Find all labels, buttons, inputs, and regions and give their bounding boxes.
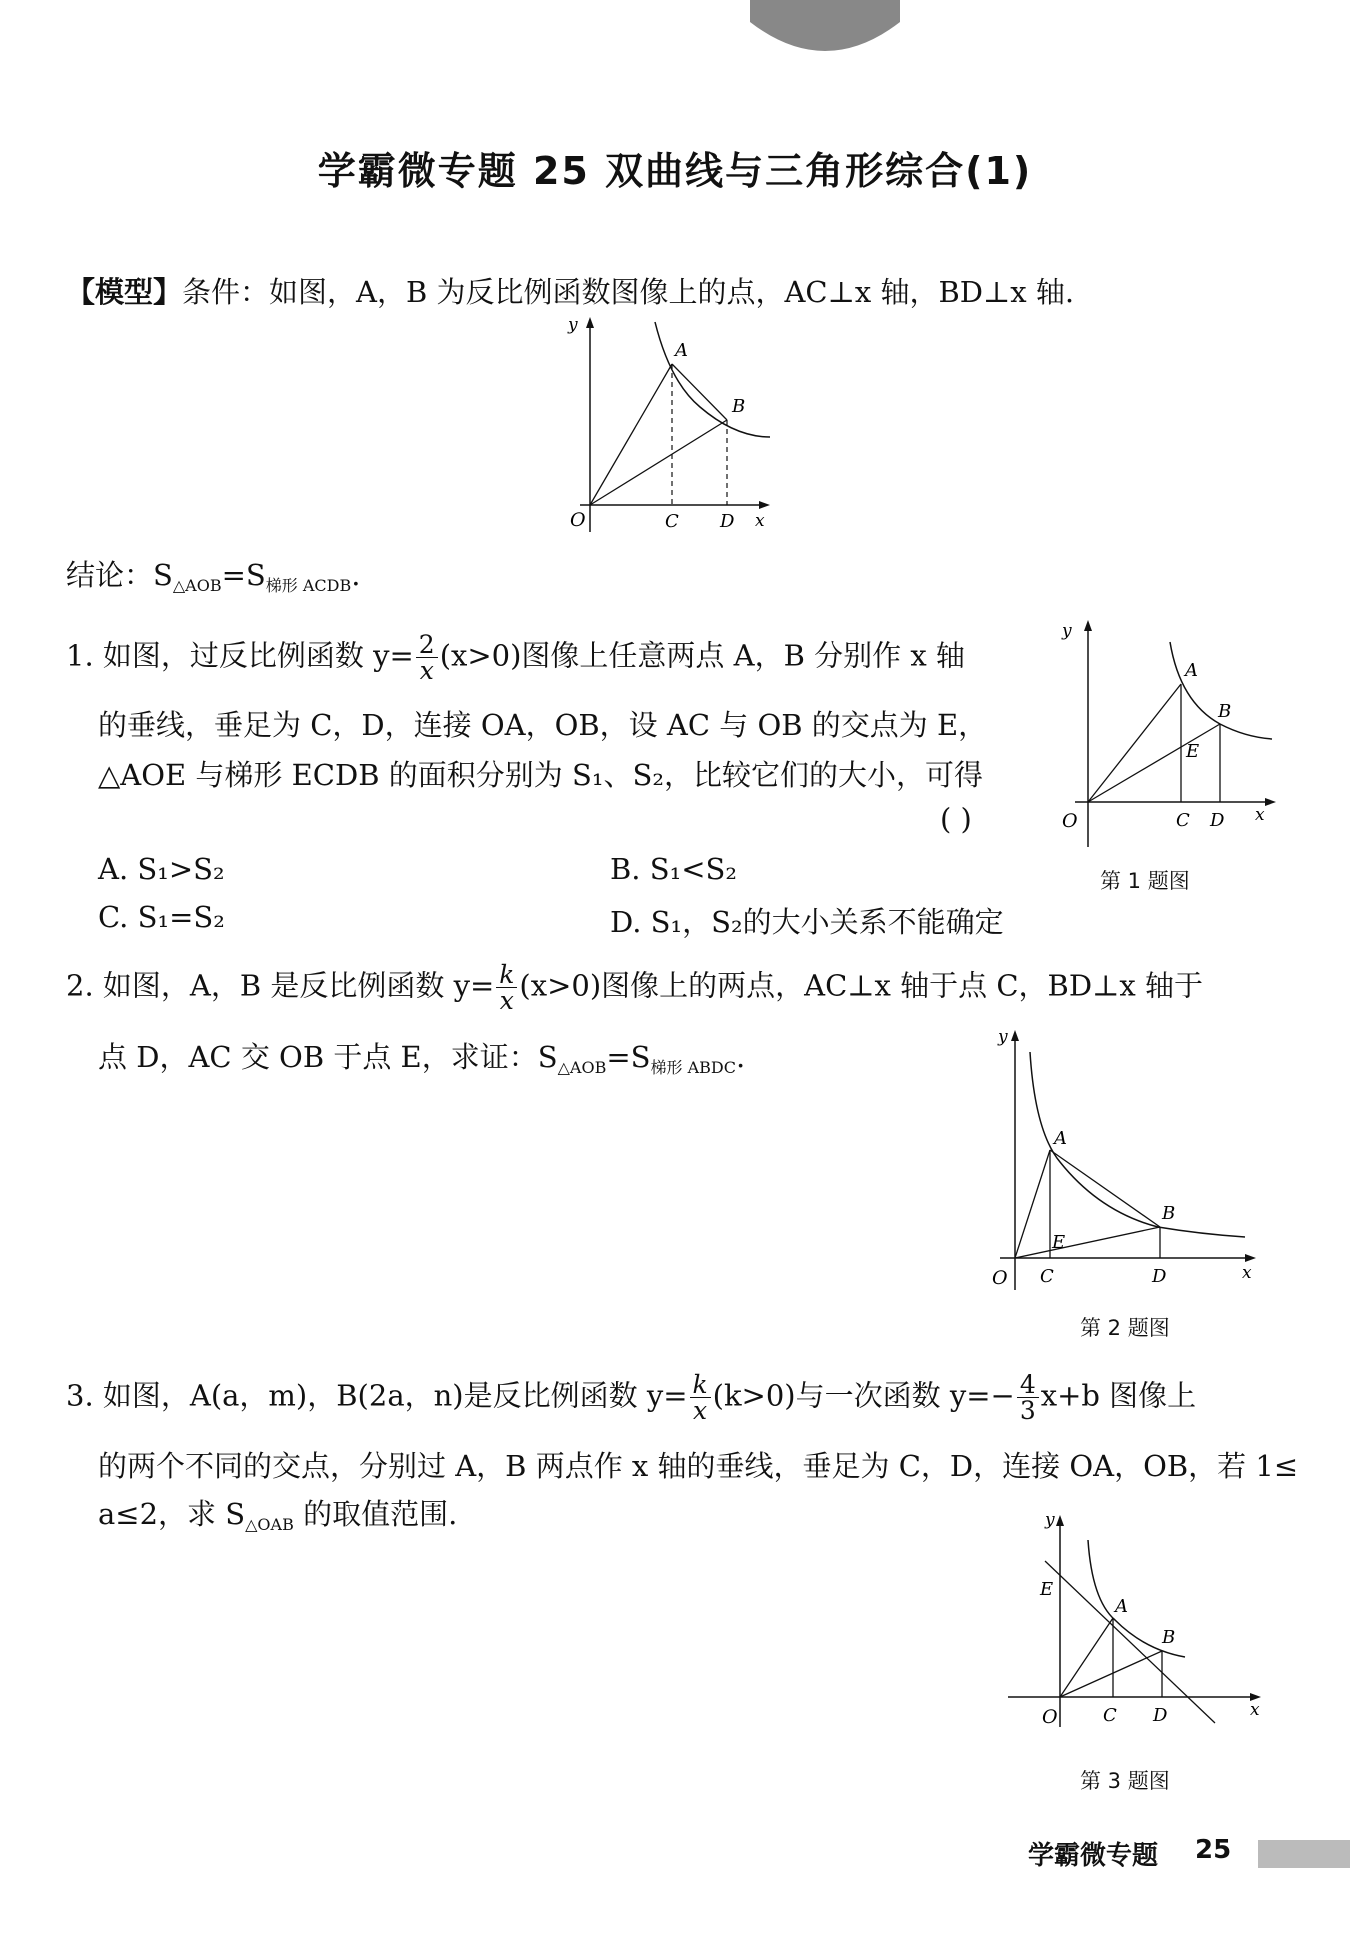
svg-text:x: x xyxy=(1250,1700,1260,1720)
q2-fraction: $\frac{k}{x}$ xyxy=(496,962,517,1013)
page-title: 学霸微专题 25 双曲线与三角形综合(1) xyxy=(317,149,1033,193)
svg-text:E: E xyxy=(1040,1579,1054,1600)
svg-text:A: A xyxy=(1185,660,1198,681)
footer-label: 学霸微专题 xyxy=(1028,1841,1159,1871)
svg-text:C: C xyxy=(1040,1266,1054,1287)
q3-caption: 第 3 题图 xyxy=(1080,1769,1170,1793)
model-tag: 【模型】 xyxy=(66,275,183,309)
svg-text:C: C xyxy=(665,511,679,532)
svg-text:D: D xyxy=(1152,1266,1167,1287)
q1-figure xyxy=(1040,612,1280,852)
svg-text:y: y xyxy=(568,315,578,335)
q1-option-d: D. S₁，S₂的大小关系不能确定 xyxy=(610,905,1004,939)
model-figure xyxy=(560,312,780,542)
svg-text:O: O xyxy=(1062,810,1078,832)
q1-option-b: B. S₁<S₂ xyxy=(610,852,738,886)
q1-option-a: A. S₁>S₂ xyxy=(98,852,225,886)
model-condition: 【模型】条件：如图，A，B 为反比例函数图像上的点，AC⊥x 轴，BD⊥x 轴. xyxy=(66,275,1075,309)
q3-line1: 3. 如图，A(a，m)，B(2a，n)是反比例函数 y= $\frac{k}{x}$ (k>0)与一次函数 y=− $\frac{4}{3}$ x+b 图像上 xyxy=(66,1370,1197,1425)
svg-text:E: E xyxy=(1052,1232,1066,1253)
svg-text:A: A xyxy=(1115,1596,1128,1617)
svg-text:B: B xyxy=(1162,1627,1176,1648)
q1-line3: △AOE 与梯形 ECDB 的面积分别为 S₁、S₂，比较它们的大小，可得 xyxy=(98,758,983,792)
svg-text:y: y xyxy=(998,1027,1008,1047)
q2-figure xyxy=(980,1022,1270,1292)
svg-text:A: A xyxy=(1054,1128,1067,1149)
q2-line1: 2. 如图，A，B 是反比例函数 y= $\frac{k}{x}$ (x>0)图像上的两点，AC⊥x 轴于点 C，BD⊥x 轴于 xyxy=(66,960,1203,1015)
q1-line1: 1. 如图，过反比例函数 y= $\frac{2}{x}$ (x>0)图像上任意两点 A，B 分别作 x 轴 xyxy=(66,630,965,685)
svg-text:x: x xyxy=(1242,1263,1252,1283)
svg-text:B: B xyxy=(1162,1203,1176,1224)
svg-text:O: O xyxy=(992,1267,1008,1289)
q3-fraction-1: $\frac{k}{x}$ xyxy=(690,1372,711,1423)
svg-text:E: E xyxy=(1186,741,1200,762)
svg-text:B: B xyxy=(732,396,746,417)
q1-fraction: $\frac{2}{x}$ xyxy=(416,632,438,683)
q2-caption: 第 2 题图 xyxy=(1080,1316,1170,1340)
q3-fraction-2: $\frac{4}{3}$ xyxy=(1017,1372,1039,1423)
svg-text:D: D xyxy=(720,511,735,532)
svg-text:y: y xyxy=(1045,1510,1055,1530)
q3-line2: 的两个不同的交点，分别过 A，B 两点作 x 轴的垂线，垂足为 C，D，连接 OA，OB，若 1≤ xyxy=(98,1449,1299,1483)
q1-answer-bracket: ( ) xyxy=(940,802,972,836)
q1-line2: 的垂线，垂足为 C，D，连接 OA，OB，设 AC 与 OB 的交点为 E， xyxy=(98,708,988,742)
svg-text:O: O xyxy=(1042,1706,1058,1728)
footer-bar xyxy=(1258,1840,1350,1868)
q3-figure xyxy=(1000,1505,1270,1730)
svg-text:C: C xyxy=(1176,810,1190,831)
svg-text:y: y xyxy=(1062,621,1072,641)
q2-line2: 点 D，AC 交 OB 于点 E，求证：$S_{\triangle AOB}=S_{梯形 ABDC}$. xyxy=(98,1040,746,1077)
q3-line3: a≤2，求 $S_{\triangle OAB}$ 的取值范围. xyxy=(98,1497,458,1534)
svg-text:A: A xyxy=(675,340,688,361)
q1-option-c: C. S₁=S₂ xyxy=(98,900,225,934)
svg-text:D: D xyxy=(1153,1705,1168,1726)
svg-text:B: B xyxy=(1218,701,1232,722)
svg-text:x: x xyxy=(755,511,765,531)
svg-text:D: D xyxy=(1210,810,1225,831)
svg-text:x: x xyxy=(1255,805,1265,825)
page-number: 25 xyxy=(1195,1835,1232,1865)
model-conclusion: 结论：$S_{\triangle AOB}=S_{梯形 ACDB}$. xyxy=(66,558,361,595)
svg-text:O: O xyxy=(570,509,586,531)
svg-text:C: C xyxy=(1103,1705,1117,1726)
q1-caption: 第 1 题图 xyxy=(1100,869,1190,893)
top-decoration xyxy=(740,0,910,60)
